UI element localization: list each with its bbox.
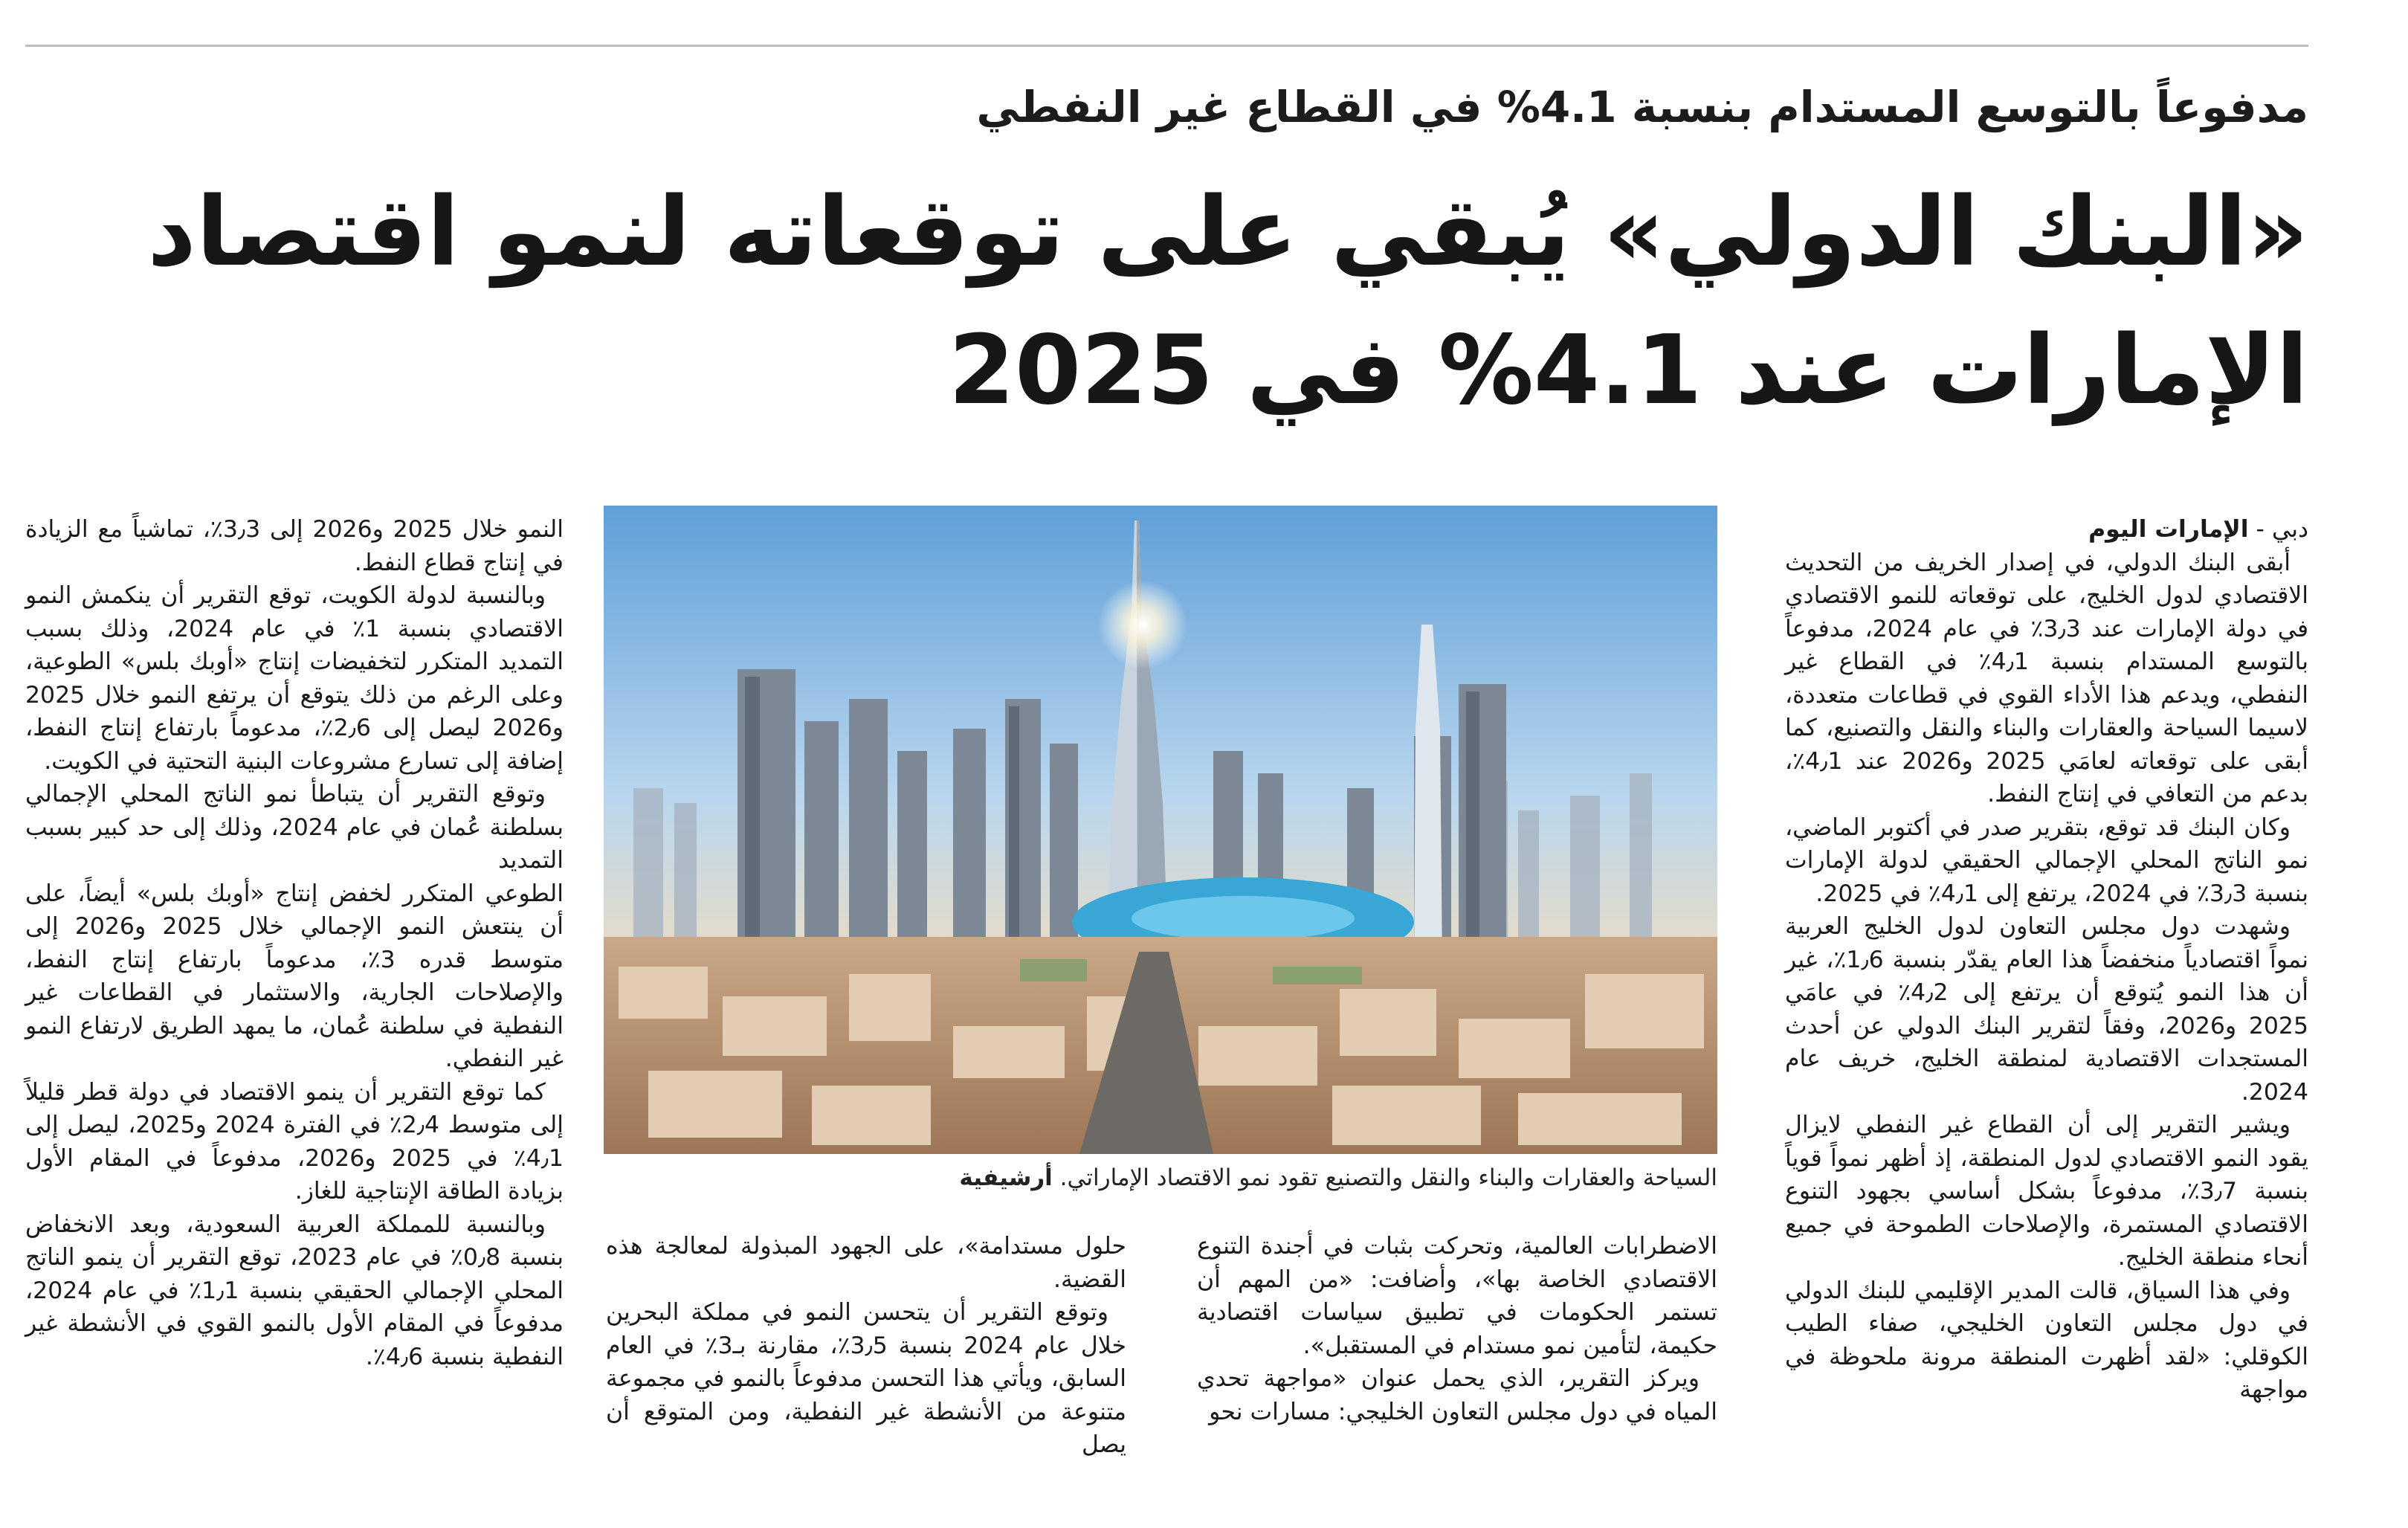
article-column-right bbox=[1785, 513, 2308, 1407]
paragraph: الطوعي المتكرر لخفض إنتاج «أوبك بلس» أيضاً، على أن ينتعش النمو الإجمالي خلال 2025 و2026 إلى متوسط قدره 3٪، مدعوماً بارتفاع إنتاج النفط، والإصلاحات الجارية، والاستثمار في القطاعات غير النفطية في سلطنة عُمان، ما يمهد الطريق لارتفاع النمو غير النفطي. bbox=[25, 880, 564, 1072]
dubai-skyline-image bbox=[604, 506, 1717, 1154]
paragraph: حلول مستدامة»، على الجهود المبذولة لمعالجة هذه القضية. bbox=[606, 1233, 1126, 1293]
paragraph: وبالنسبة لدولة الكويت، توقع التقرير أن ينكمش النمو الاقتصادي بنسبة 1٪ في عام 2024، وذلك بسبب التمديد المتكرر لتخفيضات إنتاج «أوبك بلس» الطوعية، وعلى الرغم من ذلك يتوقع أن يرتفع النمو خلال 2025 و2026 ليصل إلى 2٫6٪، مدعوماً بارتفاع إنتاج النفط، إضافة إلى تسارع مشروعات البنية التحتية في الكويت. bbox=[25, 582, 564, 775]
paragraph: وتوقع التقرير أن يتباطأ نمو الناتج المحلي الإجمالي بسلطنة عُمان في عام 2024، وذلك إلى حد كبير بسبب التمديد bbox=[25, 781, 564, 874]
paragraph: أبقى البنك الدولي، في إصدار الخريف من التحديث الاقتصادي لدول الخليج، على توقعاته للنمو الاقتصادي في دولة الإمارات عند 3٫3٪ في عام 2024، مدفوعاً بالتوسع المستدام بنسبة 4٫1٪ في القطاع غير النفطي، ويدعم هذا الأداء القوي في قطاعات متعددة، لاسيما السياحة والعقارات والبناء والنقل والتصنيع، كما أبقى على توقعاته لعامَي 2025 و2026 عند 4٫1٪، بدعم من التعافي في إنتاج النفط. bbox=[1785, 549, 2309, 807]
paragraph: ويشير التقرير إلى أن القطاع غير النفطي لايزال يقود النمو الاقتصادي لدول المنطقة، إذ أظهر نمواً قوياً بنسبة 3٫7٪، مدفوعاً بشكل أساسي بجهود التنوع الاقتصادي المستمرة، والإصلاحات الطموحة في جميع أنحاء منطقة الخليج. bbox=[1785, 1112, 2308, 1271]
paragraph: ويركز التقرير، الذي يحمل عنوان «مواجهة تحدي المياه في دول مجلس التعاون الخليجي: مسارات نحو bbox=[1197, 1365, 1717, 1425]
caption-text: السياحة والعقارات والبناء والنقل والتصنيع تقود نمو الاقتصاد الإماراتي. bbox=[1059, 1164, 1717, 1191]
photo-caption bbox=[604, 1161, 1717, 1194]
headline bbox=[19, 164, 2308, 440]
kicker: مدفوعاً بالتوسع المستدام بنسبة 4.1% في القطاع غير النفطي bbox=[976, 82, 2308, 132]
paragraph: وتوقع التقرير أن يتحسن النمو في مملكة البحرين خلال عام 2024 بنسبة 3٫5٪، مقارنة بـ3٪ في العام السابق، ويأتي هذا التحسن مدفوعاً بالنمو في مجموعة متنوعة من الأنشطة غير النفطية، ومن المتوقع أن يصل bbox=[606, 1299, 1127, 1458]
paragraph: وشهدت دول مجلس التعاون لدول الخليج العربية نمواً اقتصادياً منخفضاً هذا العام يقدّر بنسبة 1٫6٪، غير أن هذا النمو يُتوقع أن يرتفع إلى 4٫2٪ في عامَي 2025 و2026، وفقاً لتقرير البنك الدولي عن أحدث المستجدات الاقتصادية لمنطقة الخليج، خريف عام 2024. bbox=[1785, 913, 2309, 1106]
byline-city: دبي - bbox=[2248, 516, 2308, 543]
article-photo bbox=[604, 506, 1717, 1154]
byline-source: الإمارات اليوم bbox=[2088, 516, 2249, 543]
paragraph: النمو خلال 2025 و2026 إلى 3٫3٪، تماشياً مع الزيادة في إنتاج قطاع النفط. bbox=[25, 516, 564, 576]
headline-line-2: الإمارات عند 4.1% في 2025 bbox=[948, 315, 2308, 426]
paragraph: كما توقع التقرير أن ينمو الاقتصاد في دولة قطر قليلاً إلى متوسط 2٫4٪ في الفترة 2024 و2025، ليصل إلى 4٫1٪ في 2025 و2026، مدفوعاً في المقام الأول بزيادة الطاقة الإنتاجية للغاز. bbox=[25, 1078, 564, 1205]
paragraph: وفي هذا السياق، قالت المدير الإقليمي للبنك الدولي في دول مجلس التعاون الخليجي، صفاء الطيب الكوقلي: «لقد أظهرت المنطقة مرونة ملحوظة في مواجهة bbox=[1785, 1277, 2308, 1403]
paragraph: وكان البنك قد توقع، بتقرير صدر في أكتوبر الماضي، نمو الناتج المحلي الإجمالي الحقيقي لدولة الإمارات بنسبة 3٫3٪ في 2024، يرتفع إلى 4٫1٪ في 2025. bbox=[1785, 813, 2308, 907]
article-column-middle-left bbox=[606, 1230, 1126, 1462]
paragraph: الاضطرابات العالمية، وتحركت بثبات في أجندة التنوع الاقتصادي الخاصة بها»، وأضافت: «من المهم أن تستمر الحكومات في تطبيق سياسات اقتصادية حكيمة، لتأمين نمو مستدام في المستقبل». bbox=[1197, 1233, 1717, 1359]
photo-credit: أرشيفية bbox=[959, 1164, 1053, 1191]
article-column-left bbox=[25, 513, 564, 1373]
headline-line-1: «البنك الدولي» يُبقي على توقعاته لنمو اقتصاد bbox=[147, 177, 2308, 288]
byline bbox=[1785, 513, 2308, 547]
article-column-middle-right bbox=[1197, 1230, 1717, 1428]
paragraph: وبالنسبة للمملكة العربية السعودية، وبعد الانخفاض بنسبة 0٫8٪ في عام 2023، توقع التقرير أن ينمو الناتج المحلي الإجمالي الحقيقي بنسبة 1٫1٪ في عام 2024، مدفوعاً في المقام الأول بالنمو القوي في الأنشطة غير النفطية بنسبة 4٫6٪. bbox=[25, 1211, 564, 1370]
top-rule bbox=[25, 45, 2308, 47]
